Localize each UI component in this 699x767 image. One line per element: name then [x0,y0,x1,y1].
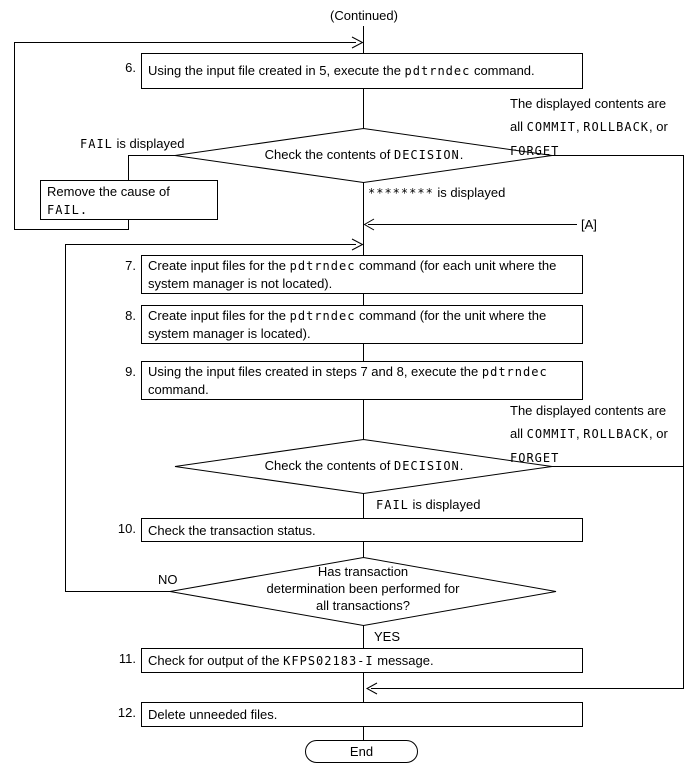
yes-label: YES [374,629,401,644]
decision-3-line: Has transaction [317,564,409,579]
note-line: FORGET [510,451,560,465]
note-line: The displayed contents are [510,403,667,418]
decision-3-text [213,563,513,614]
note-line: The displayed contents are [510,96,667,111]
step-9-box [141,361,583,400]
note-line: all COMMIT, ROLLBACK, or [510,119,668,134]
step-10-number: 10. [117,521,136,536]
step-9-text: Using the input files created in steps 7 and 8, execute the pdtrndec command. [148,364,548,397]
step-11-text: Check for output of the KFPS02183-I message. [148,652,434,668]
step-7-text: Create input files for the pdtrndec command (for each unit where the system manager is not located). [148,258,557,291]
step-8-box [141,305,583,344]
step-12-text: Delete unneeded files. [148,707,278,722]
decision-3-line: determination been performed for [266,581,460,596]
step-12-box [141,702,583,727]
step-6-number: 6. [125,60,136,75]
asterisks-displayed-label: ******** is displayed [368,185,506,200]
step-9-number: 9. [125,364,136,379]
step-7-number: 7. [125,258,136,273]
decision-2-text: Check the contents of DECISION. [264,458,464,473]
connector-a-label: [A] [581,217,597,232]
note-line: all COMMIT, ROLLBACK, or [510,426,668,441]
step-11-box [141,648,583,673]
step-10-text: Check the transaction status. [148,522,316,538]
note-line: FORGET [510,144,560,158]
remove-fail-box [40,180,218,220]
decision-3-line: all transactions? [316,598,410,613]
step-8-number: 8. [125,308,136,323]
end-label: End [349,744,374,759]
end-terminator [305,740,418,763]
fail-displayed-label-2: FAIL is displayed [376,497,481,512]
remove-fail-line: FAIL. [47,203,89,217]
step-10-box [141,518,583,542]
step-6-box [141,53,583,89]
step-8-text: Create input files for the pdtrndec command (for the unit where the system manager is located). [148,308,547,341]
decision-1-text: Check the contents of DECISION. [264,147,464,162]
no-label: NO [158,572,178,587]
step-6-text: Using the input file created in 5, execute the pdtrndec command. [148,63,535,78]
continued-label: (Continued) [330,8,398,23]
remove-fail-line: Remove the cause of [47,184,170,199]
step-7-box [141,255,583,294]
fail-displayed-label-1: FAIL is displayed [80,136,185,151]
step-11-number: 11. [118,651,136,666]
step-12-number: 12. [117,705,136,720]
